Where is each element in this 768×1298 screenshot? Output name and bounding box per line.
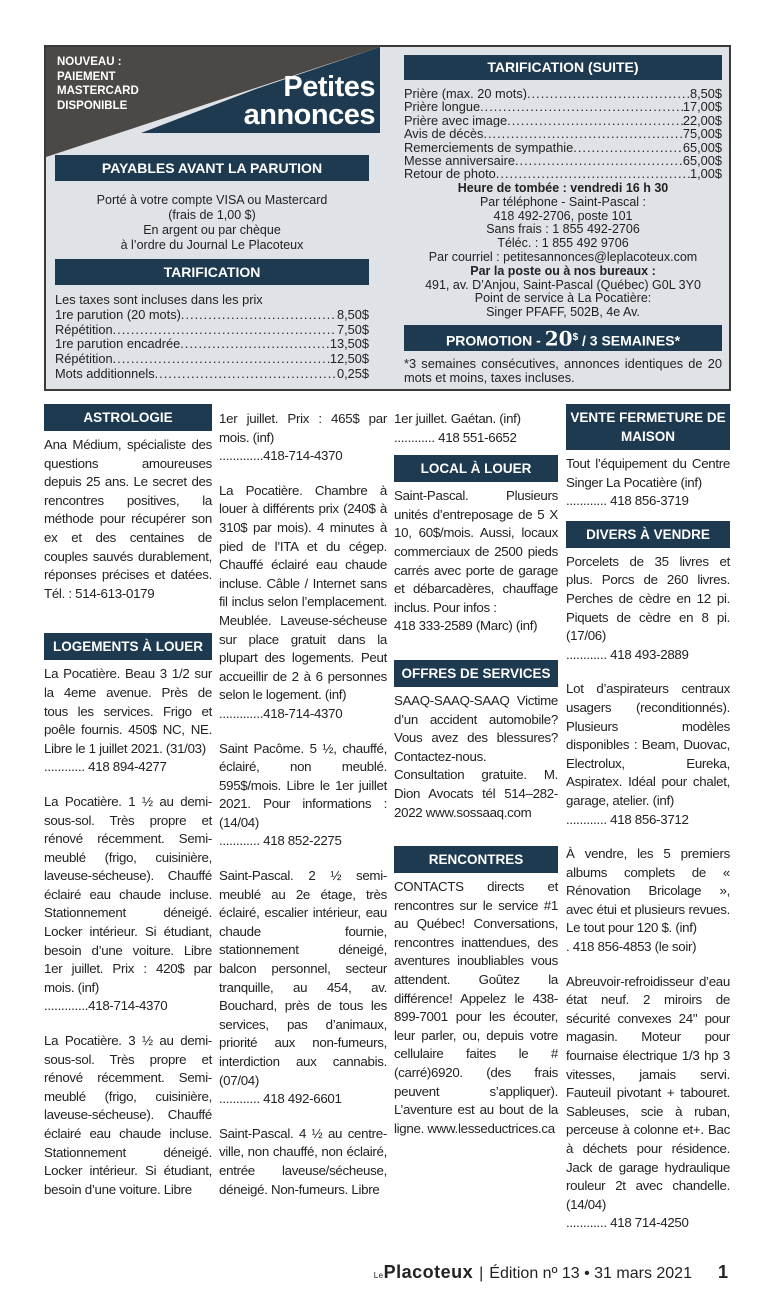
- dot-leader: [181, 308, 337, 323]
- rate-row: [404, 114, 722, 127]
- payables-heading: PAYABLES AVANT LA PARUTION: [55, 155, 369, 181]
- rate-price: 65,00$: [682, 140, 722, 155]
- rate-price: 0,25$: [336, 366, 369, 381]
- section-heading-rencontres: RENCONTRES: [394, 846, 558, 873]
- section-heading-vente: VENTE FERMETURE DE MAISON: [566, 404, 730, 450]
- payment-info: [55, 193, 369, 253]
- rate-row: [55, 367, 369, 382]
- ad-body: La Pocatière. Beau 3 1/2 sur la 4eme avenue. Près de tous les services. Frigo et poêle fournis. 450$ NC, NE. Libre le 1 juillet 2021. (31/03): [44, 666, 212, 756]
- dot-leader: [480, 100, 683, 113]
- rate-row: [55, 352, 369, 367]
- section-heading-logements: LOGEMENTS À LOUER: [44, 633, 212, 660]
- rate-price: 65,00$: [682, 154, 722, 168]
- title-line-2: annonces: [243, 99, 375, 131]
- dot-leader: [496, 167, 690, 180]
- contact-info: [404, 182, 722, 320]
- classified-ad: [44, 1032, 212, 1199]
- ad-body: 1er juillet. Gaétan. (inf): [394, 411, 521, 426]
- rate-price: 12,50$: [329, 352, 369, 367]
- section-heading-local: LOCAL À LOUER: [394, 455, 558, 482]
- ad-phone: ............ 418 551-6652: [394, 429, 517, 445]
- page-number: 1: [717, 1262, 728, 1282]
- column-4: [566, 404, 730, 1249]
- classified-ad: [566, 845, 730, 957]
- ad-body: La Pocatière. Chambre à louer à différents prix (240$ à 310$ par mois). 4 minutes à pied de l’ITA et du cégep. Chauffé éclairé eau chaude incluse. Câble / Internet sans fil inclus selon l’emplacement. Meublée. Laveuse-sécheuse sur place gratuit dans la plupart des logements. Peut accueillir de 2 à 6 personnes selon le logement. (inf): [219, 482, 387, 703]
- dot-leader: [515, 154, 683, 167]
- dot-leader: [527, 87, 690, 100]
- rate-price: 13,50$: [329, 337, 369, 352]
- payment-line: à l’ordre du Journal Le Placoteux: [120, 238, 304, 252]
- mastercard-notice: NOUVEAU : PAIEMENT MASTERCARD DISPONIBLE: [57, 56, 139, 112]
- phone-label: Par téléphone - Saint-Pascal :: [479, 194, 647, 209]
- section-heading-astrologie: ASTROLOGIE: [44, 404, 212, 431]
- logo-text: Placoteux: [383, 1262, 474, 1282]
- ad-body: Porcelets de 35 livres et plus. Porcs de 260 livres. Perches de cèdre en 12 pi. Piquets de cèdre en 8 pi. (17/06): [566, 553, 730, 644]
- ad-phone: ............ 418 852-2275: [219, 833, 342, 849]
- rate-row: [55, 323, 369, 338]
- title-line-1: Petites: [283, 71, 375, 103]
- promo-footnote: *3 semaines consécutives, annonces identiques de 20 mots et moins, taxes incluses.: [404, 356, 722, 385]
- ad-phone: .............418-714-4370: [44, 998, 168, 1014]
- rate-price: 22,00$: [682, 113, 722, 128]
- email-link[interactable]: Par courriel : petitesannonces@leplacoteux.com: [428, 249, 698, 264]
- dot-leader: [113, 352, 330, 367]
- rate-label: 1re parution encadrée: [55, 337, 181, 352]
- rate-row: [404, 100, 722, 113]
- promo-suffix: / 3 SEMAINES*: [578, 332, 681, 349]
- classified-ad: [219, 482, 387, 724]
- dot-leader: [113, 323, 337, 338]
- rate-row: [55, 308, 369, 323]
- ad-body: La Pocatière. 3 ½ au demi-sous-sol. Très propre et rénové récemment. Semi-meublé (frigo, cuisinière, laveuse-sécheuse). Chauffé éclairé eau chaude incluse. Stationnement déneigé. Locker intérieur. Si étudiant, besoin d’une voiture. Libre: [44, 1033, 212, 1197]
- rate-price: 8,50$: [689, 87, 722, 101]
- ad-phone: ............ 418 856-3719: [566, 493, 689, 509]
- rate-row: [404, 167, 722, 180]
- rate-label: Prière longue: [404, 100, 481, 114]
- section-heading-divers: DIVERS À VENDRE: [566, 521, 730, 548]
- payment-line: Porté à votre compte VISA ou Mastercard: [96, 193, 328, 207]
- rate-label: Avis de décès: [404, 127, 484, 141]
- ad-phone: ............ 418 492-6601: [219, 1091, 342, 1107]
- deadline: Heure de tombée : vendredi 16 h 30: [457, 181, 669, 195]
- column-3: [394, 410, 558, 1154]
- address: 491, av. D’Anjou, Saint-Pascal (Québec) G0L 3Y0: [425, 277, 701, 292]
- classified-ad: [566, 553, 730, 665]
- rate-label: Répétition: [55, 322, 113, 337]
- column-1: [44, 404, 212, 1215]
- service-point: Point de service à La Pocatière:: [474, 291, 652, 306]
- rate-label: Remerciements de sympathie: [404, 140, 574, 155]
- rate-price: 17,00$: [682, 100, 722, 114]
- rate-label: Répétition: [55, 352, 113, 367]
- rate-row: [404, 154, 722, 167]
- classified-ad: SAAQ-SAAQ-SAAQ Victime d’un accident automobile? Vous avez des blessures? Contactez-nous. Consultation gratuite. M. Dion Avocats tél 514–282-2022 www.sossaaq.com: [394, 692, 558, 820]
- phone: 418 492-2706, poste 101: [493, 208, 633, 223]
- classified-ad: [394, 410, 558, 447]
- ad-phone: 418 333-2589 (Marc) (inf): [394, 618, 538, 634]
- service-address: Singer PFAFF, 502B, 4e Av.: [486, 305, 640, 320]
- ad-phone: ............ 418 714-4250: [566, 1215, 689, 1231]
- rate-row: [55, 337, 369, 352]
- payment-line: En argent ou par chèque: [143, 223, 281, 237]
- classified-ad: [219, 1125, 387, 1199]
- rate-label: Prière avec image: [404, 113, 508, 128]
- classified-ad: [566, 680, 730, 829]
- tollfree: Sans frais : 1 855 492-2706: [486, 222, 640, 237]
- dot-leader: [180, 337, 330, 352]
- ad-body: Saint-Pascal. Plusieurs unités d’entreposage de 5 X 10, 60$/mois. Aussi, locaux commerciaux de 2500 pieds carrés avec porte de garage et débarcadères, chauffage inclus. Pour infos :: [394, 488, 558, 615]
- promo-currency: $: [572, 332, 579, 343]
- rate-price: 75,00$: [682, 127, 722, 141]
- page-footer: [374, 1262, 728, 1283]
- classified-ad: [219, 867, 387, 1109]
- ad-body: La Pocatière. 1 ½ au demi-sous-sol. Très propre et rénové récemment. Semi-meublé (frigo, cuisinière, laveuse-sécheuse). Chauffé éclairé eau chaude incluse. Stationnement déneigé. Locker intérieur. Si étudiant, besoin d’une voiture. Libre 1er juillet. Prix : 420$ par mois. (inf): [44, 793, 212, 995]
- rate-price: 7,50$: [336, 322, 369, 337]
- ad-phone: . 418 856-4853 (le soir): [566, 939, 697, 955]
- ad-body: Saint Pacôme. 5 ½, chauffé, éclairé, non meublé. 595$/mois. Libre le 1er juillet 2021. Pour informations : (14/04): [219, 740, 387, 830]
- promo-price: 20: [544, 326, 573, 351]
- ad-phone: .............418-714-4370: [219, 448, 343, 464]
- tarification-suite-heading: TARIFICATION (SUITE): [404, 55, 722, 80]
- ad-body: À vendre, les 5 premiers albums complets de « Rénovation Bricolage », avec étui et plusieurs revues. Le tout pour 120 $. (inf): [566, 846, 730, 936]
- ad-body: Tout l’équipement du Centre Singer La Pocatière (inf): [566, 456, 730, 490]
- classified-ad: [44, 665, 212, 777]
- ad-phone: ............ 418 894-4277: [44, 759, 167, 775]
- ad-body: Lot d’aspirateurs centraux usagers (reconditionnés). Plusieurs modèles disponibles : Beam, Duovac, Electrolux, Eureka, Aspiratex. Idéal pour chalet, garage, atelier. (inf): [566, 681, 730, 808]
- rate-label: 1re parution (20 mots): [55, 307, 181, 322]
- ad-body: 1er juillet. Prix : 465$ par mois. (inf): [219, 411, 387, 445]
- rate-label: Messe anniversaire: [404, 154, 515, 168]
- dot-leader: [573, 141, 683, 154]
- rate-row: [404, 127, 722, 140]
- page-title: [135, 73, 375, 129]
- rate-label: Prière (max. 20 mots): [404, 87, 528, 101]
- ad-phone: ............ 418 493-2889: [566, 646, 689, 662]
- classified-ad: [219, 740, 387, 852]
- fax: Téléc. : 1 855 492 9706: [497, 236, 629, 251]
- rate-row: [404, 141, 722, 154]
- classified-ad: [566, 455, 730, 511]
- rate-label: Retour de photo: [404, 167, 496, 181]
- logo-prefix: Le: [373, 1271, 384, 1280]
- rates-panel: [44, 45, 731, 391]
- rate-row: [404, 87, 722, 100]
- tarification-list: [55, 293, 369, 382]
- tarification-suite-list: [404, 87, 722, 181]
- classified-ad: CONTACTS directs et rencontres sur le service #1 au Québec! Conversations, rencontres inattendues, des aventures inoubliables vous attendent. Goûtez la différence! Appelez le 438-899-7001 pour les écouter, leur parler, ou, depuis votre cellulaire faites le #(carré)6920. (des frais peuvent s’appliquer). L’aventure est au bout de la ligne. www.lesseductrices.ca: [394, 879, 558, 1136]
- footer-separator: |: [479, 1265, 484, 1282]
- ad-body: Abreuvoir-refroidisseur d’eau état neuf. 2 miroirs de sécurité convexes 24" pour magasin. Moteur pour fournaise électrique 1/3 hp 3 vitesses, jamais servi. Fauteuil pivotant + tabouret. Sableuses, scie à ruban, perceuse à colonne et+. Bac à déchets pour résidence. Jack de garage hydraulique rouleur 2t avec chandelle. (14/04): [566, 973, 730, 1212]
- column-2: [219, 410, 387, 1215]
- section-heading-offres: OFFRES DE SERVICES: [394, 660, 558, 687]
- edition-info: Édition nº 13 • 31 mars 2021: [489, 1265, 692, 1282]
- payment-line: (frais de 1,00 $): [168, 208, 256, 222]
- ad-body: Saint-Pascal. 2 ½ semi-meublé au 2e étage, très éclairé, escalier intérieur, eau chaude fournie, stationnement déneigé, balcon personnel, secteur tranquille, au 454, av. Bouchard, près de tous les services, pas d’animaux, priorité aux non-fumeurs, interdiction aux cannabis. (07/04): [219, 868, 387, 1088]
- dot-leader: [155, 367, 337, 382]
- rate-label: Mots additionnels: [55, 366, 155, 381]
- dot-leader: [483, 127, 682, 140]
- tarification-heading: TARIFICATION: [55, 259, 369, 285]
- rate-price: 8,50$: [336, 307, 369, 322]
- promo-prefix: PROMOTION -: [445, 332, 545, 349]
- classified-ad: [44, 793, 212, 1016]
- ad-phone: .............418-714-4370: [219, 705, 343, 721]
- promotion-banner: [404, 325, 722, 351]
- ad-body: Saint-Pascal. 4 ½ au centre-ville, non chauffé, non éclairé, entrée laveuse/sécheuse, déneigé. Non-fumeurs. Libre: [219, 1125, 387, 1197]
- classified-ad: [566, 973, 730, 1233]
- newspaper-logo: [374, 1262, 473, 1283]
- ad-phone: ............ 418 856-3712: [566, 811, 689, 827]
- mail-label: Par la poste ou à nos bureaux :: [470, 263, 656, 278]
- taxes-note: Les taxes sont incluses dans les prix: [55, 292, 263, 307]
- classified-ad: Ana Médium, spécialiste des questions amoureuses depuis 25 ans. Le secret des rencontres positives, la méthode pour récupérer son ex et des centaines de couples sauvés durablement, réponses précises et datées. Tél. : 514-613-0179: [44, 437, 212, 601]
- classified-ad: [219, 410, 387, 466]
- rate-price: 1,00$: [689, 167, 722, 181]
- classified-ad: [394, 487, 558, 636]
- dot-leader: [507, 114, 683, 127]
